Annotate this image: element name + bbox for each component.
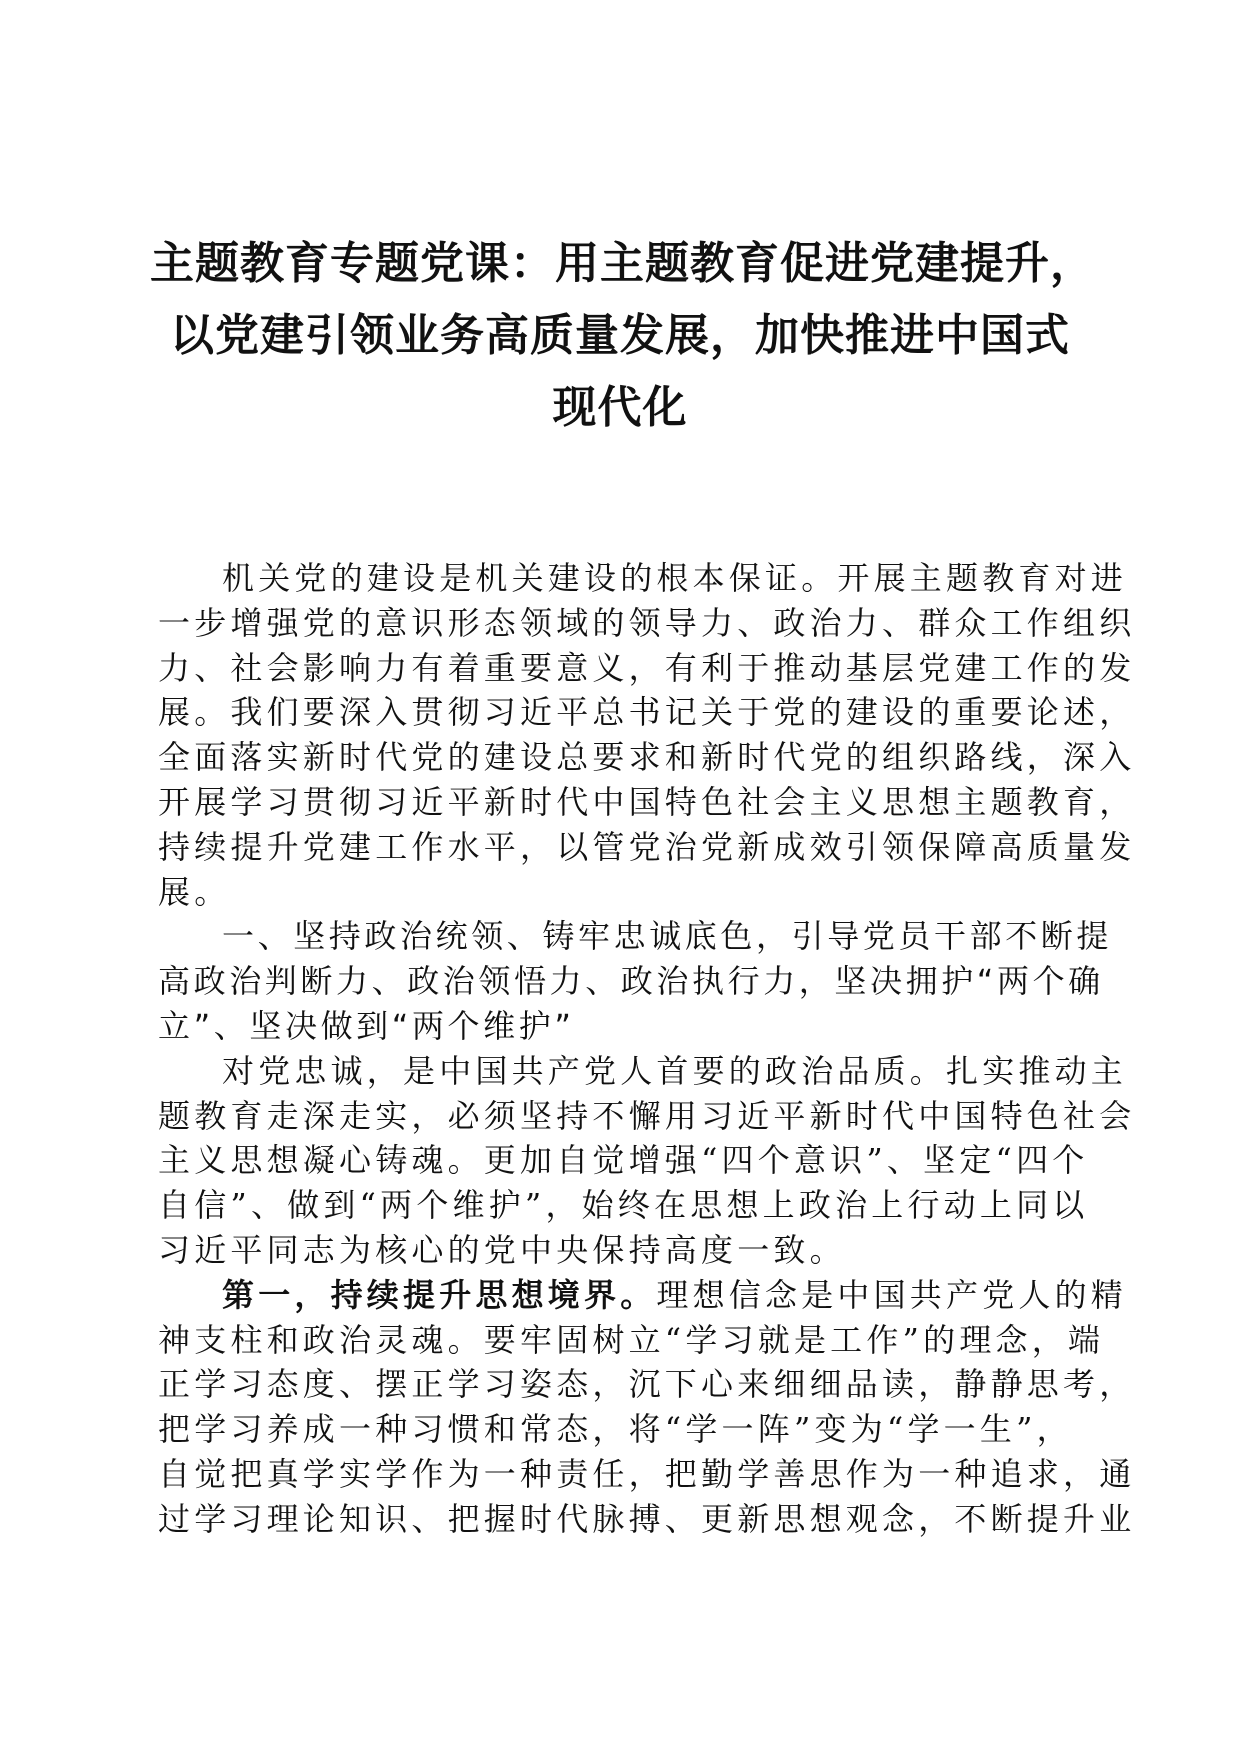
section-1-paragraph	[158, 1049, 1136, 1273]
point-1-paragraph	[158, 1273, 1136, 1542]
paragraph-line: 一步增强党的意识形态领域的领导力、政治力、群众工作组织	[158, 603, 1136, 642]
intro-paragraph	[158, 556, 1136, 914]
paragraph-line	[158, 1273, 1128, 1318]
paragraph-line: 持续提升党建工作水平，以管党治党新成效引领保障高质量发	[158, 827, 1136, 866]
paragraph-line: 过学习理论知识、把握时代脉搏、更新思想观念，不断提升业	[158, 1499, 1136, 1538]
heading-line: 立”、坚决做到“两个维护”	[158, 1006, 575, 1045]
document-title	[150, 228, 1095, 444]
paragraph-line: 习近平同志为核心的党中央保持高度一致。	[158, 1230, 846, 1269]
paragraph-line: 开展学习贯彻习近平新时代中国特色社会主义思想主题教育，	[158, 782, 1136, 821]
paragraph-line: 全面落实新时代党的建设总要求和新时代党的组织路线，深入	[158, 738, 1136, 777]
paragraph-line: 自信”、做到“两个维护”，始终在思想上政治上行动上同以	[158, 1186, 1089, 1225]
title-line: 主题教育专题党课：用主题教育促进党建提升，	[150, 238, 1095, 289]
paragraph-line: 力、社会影响力有着重要意义，有利于推动基层党建工作的发	[158, 648, 1136, 687]
paragraph-line: 展。	[158, 872, 231, 911]
point-1-text: 理想信念是中国共产党人的精	[656, 1275, 1128, 1314]
point-1-lead: 第一，持续提升思想境界。	[222, 1275, 657, 1314]
heading-line: 一、坚持政治统领、铸牢忠诚底色，引导党员干部不断提	[222, 917, 1113, 956]
paragraph-line: 把学习养成一种习惯和常态，将“学一阵”变为“学一生”，	[158, 1410, 1073, 1449]
paragraph-line: 主义思想凝心铸魂。更加自觉增强“四个意识”、坚定“四个	[158, 1141, 1089, 1180]
paragraph-line: 机关党的建设是机关建设的根本保证。开展主题教育对进	[222, 559, 1128, 597]
paragraph-line: 神支柱和政治灵魂。要牢固树立“学习就是工作”的理念，端	[158, 1320, 1105, 1359]
paragraph-line: 对党忠诚，是中国共产党人首要的政治品质。扎实推动主	[222, 1051, 1128, 1090]
heading-line: 高政治判断力、政治领悟力、政治执行力，坚决拥护“两个确	[158, 962, 1104, 1001]
title-line: 现代化	[552, 382, 688, 433]
paragraph-line: 正学习态度、摆正学习姿态，沉下心来细细品读，静静思考，	[158, 1365, 1136, 1404]
document-body	[158, 556, 1136, 1542]
paragraph-line: 展。我们要深入贯彻习近平总书记关于党的建设的重要论述，	[158, 693, 1136, 732]
title-line: 以党建引领业务高质量发展，加快推进中国式	[170, 310, 1070, 361]
paragraph-line: 自觉把真学实学作为一种责任，把勤学善思作为一种追求，通	[158, 1454, 1136, 1493]
paragraph-line: 题教育走深走实，必须坚持不懈用习近平新时代中国特色社会	[158, 1096, 1136, 1135]
section-heading-1	[158, 914, 1113, 1048]
